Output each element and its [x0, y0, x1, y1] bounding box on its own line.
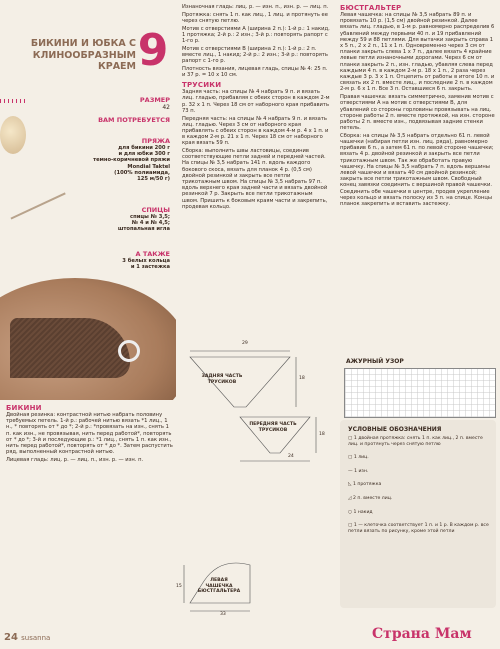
ruler-decoration: [0, 99, 28, 103]
title-line-1: БИКИНИ И ЮБКА С: [30, 38, 136, 49]
needles-line: штопальная игла: [117, 226, 170, 233]
white-ring: [118, 340, 140, 362]
bikini-paragraph: Лицевая гладь: лиц. р. — лиц. п., изн. р. — изн. п.: [6, 456, 144, 463]
assembly-text: Сборка: на спицы № 3,5 набрать отдельно 61 п. левой чашечки (набирая петли изн. лиц. ряда), равномерно прибавив 6 п., а затем 61 п. по левой стороне чашечки; вязать 4 р. двойной резинкой и закрыть все петли трикотажным швом. Так же обработать правую чашечку. На спицы № 3,5 набрать 7 п. вдоль вершины левой чашечки и вязать 40 см двойной резинкой; закрыть все петли трикотажным швом. Свободный конец завязки соединить с вершиной правой чашечки. Соединить обе чашечки в центре, продев укрепление через кольцо и вязать полоску из 3 п. на спице. Концы планок закрепить и вставить застежку.: [340, 132, 494, 208]
title-text: [8, 38, 136, 73]
page-number: 24: [4, 632, 18, 643]
dim-label: 33: [220, 612, 226, 617]
size-value: 42: [162, 104, 170, 111]
trusiki-paragraph: Задняя часть: на спицы № 4 набрать 9 п. и вязать лиц. гладью, прибавляя с обеих сторон в каждом 2-м р. 32 х 1 п. Через 18 см от наборного края прибавить 73 п.: [182, 89, 330, 114]
needles-line: спицы № 3,5;: [130, 214, 170, 220]
bikini-paragraph: Двойная резинка: контрастной нитью набрать половину требуемых петель. 1-й р.: рабочей нитью вязать *1 лиц., 1 н., * повторять от * до *; 2-й р.: *провязать на изн., снять 1 п. как изн., не провязывая, нить перед работой*, повторять от * до *; 3-й и последующие р.: *1 лиц., снять 1 п. как изн., нить перед работой*, повторять от * до *. Затем распустить ряд, выполненный контрастной нитью.: [6, 412, 173, 456]
page-footer: [4, 632, 50, 643]
back-part-label: ЗАДНЯЯ ЧАСТЬ ТРУСИКОВ: [201, 374, 243, 385]
bra-heading: БЮСТГАЛЬТЕР: [340, 4, 402, 12]
legend-text: 1 двойная протяжка: снять 1 п. как лиц., 2 п. вместе лиц. и протянуть через снятую петлю: [348, 436, 483, 447]
yarn-line: Mondial Taktel: [127, 163, 170, 170]
yarn-block: [56, 137, 170, 182]
legend-item: ▢ 1 лиц.: [348, 455, 369, 461]
legend-text: 1 лиц.: [353, 455, 369, 461]
legend-item: ○ 1 накид: [348, 509, 373, 515]
need-label: ВАМ ПОТРЕБУЕТСЯ: [98, 116, 170, 124]
yarn-line: темно-коричневой пряжи: [93, 157, 170, 164]
lace-pattern-grid: [344, 368, 496, 418]
legend-heading: УСЛОВНЫЕ ОБОЗНАЧЕНИЯ: [348, 426, 442, 433]
legend-item: ◺ 1 протяжка: [348, 482, 382, 488]
yarn-line: 125 м/50 г): [137, 176, 170, 183]
middle-paragraph: Мотив с отверстиями В (ширина 2 п.): 1-й р.: 2 п. вместе лиц., 1 накид; 2-й р.: 2 изн.; 3-й р.: повторять рапорт с 1-го р.: [182, 45, 328, 65]
middle-paragraph: Протяжка: снять 1 п. как лиц., 1 лиц. и протянуть ее через снятую петлю.: [182, 11, 328, 24]
needles-line: № 4 и № 4,5;: [131, 220, 170, 227]
legend-text: 1 — клеточка соответствует 1 п. и 1 р. В каждом р. все петли вязать по рисунку, кроме этой петли: [348, 523, 489, 534]
legend-list: [348, 436, 492, 536]
title-number: 9: [137, 25, 169, 76]
bikini-section: [6, 404, 174, 465]
yarn-line: для бикини 200 г: [118, 145, 170, 151]
knit-bikini: [10, 318, 130, 378]
dim-label: 18: [299, 376, 305, 381]
legend-item: ◿ 2 п. вместе лиц.: [348, 495, 393, 501]
title-block: [0, 0, 175, 95]
size-label: РАЗМЕР: [139, 96, 170, 104]
dim-label: 29: [242, 341, 248, 346]
legend-text: 1 накид: [353, 509, 373, 515]
legend-text: 1 протяжка: [353, 482, 382, 488]
watermark: Страна Мам: [372, 626, 472, 642]
dim-label: 18: [319, 432, 325, 437]
legend-item: — 1 изн.: [348, 468, 369, 474]
legend-text: 1 изн.: [354, 468, 369, 474]
also-line: 3 белых кольца: [122, 258, 170, 264]
needles-label: СПИЦЫ: [141, 206, 170, 214]
dim-label: 24: [288, 454, 294, 459]
title-line-2: КЛИНООБРАЗНЫМ: [32, 49, 136, 61]
front-part-label: ПЕРЕДНЯЯ ЧАСТЬ ТРУСИКОВ: [249, 422, 297, 433]
right-column: [340, 4, 496, 209]
yarn-line: (100% полиамида,: [114, 169, 170, 176]
legend-item: ▢ 1 — клеточка соответствует 1 п. и 1 р. В каждом р. все петли вязать по рисунку, кроме этой петли: [348, 523, 489, 534]
also-label: А ТАКЖЕ: [135, 250, 170, 258]
yarn-line: и для юбки 300 г: [118, 151, 170, 158]
yarn-ball-image: [0, 116, 26, 154]
trusiki-heading: ТРУСИКИ: [182, 81, 222, 90]
legend-item: ▢ 1 двойная протяжка: снять 1 п. как лиц., 2 п. вместе лиц. и протянуть через снятую петлю: [348, 436, 483, 447]
legend-text: 2 п. вместе лиц.: [353, 495, 393, 501]
trusiki-paragraph: Сборка: выполнить швы ластовицы, соединив соответствующие петли задней и передней частей. На спицы № 3,5 набрать 141 п. вдоль каждого бокового скоса, вязать для планок 4 р. (0,5 см) двойной резинкой и закрыть все петли трикотажным швом. На спицы № 3,5 набрать 97 п. вдоль верхнего края задней части и вязать двойной резинкой 7 р. Закрыть все петли трикотажным швом. Пришить к боковым краям части и закрепить, продевая кольцо.: [182, 148, 328, 210]
model-photo: [0, 278, 176, 400]
pattern-heading: АЖУРНЫЙ УЗОР: [346, 358, 404, 365]
trusiki-paragraph: Передняя часть: на спицы № 4 набрать 9 п. и вязать лиц. гладью. Через 3 см от наборного края прибавлять с обеих сторон в каждом 4-м р. 4 х 1 п. и в каждом 2-м р. 21 х 1 п. Через 18 см от наборного края вязать 59 п.: [182, 115, 329, 147]
brand-name: susanna: [21, 634, 51, 642]
needles-block: [56, 206, 170, 233]
middle-column: [182, 4, 330, 212]
left-cup-text: Левая чашечка: на спицы № 3,5 набрать 89 п. и провязать 10 р. (1,5 см) двойной резинкой. Далее вязать лиц. гладью, в 1-м р. равномерно распределив 6 убавлений между первыми 40 п. и 19 прибавлений между 59 и 88 петлями. Для вытачки закрыть справа 1 х 5 п., 2 х 2 п., 11 х 1 п. Одновременно через 3 см от планки закрыть слева 1 х 7 п., далее вязать 4 крайние левые петли изнаночными дорогами. Через 6 см от планки закрыть 2 п., изн. гладью, убавляя слева перед каждыми 4 п. в каждом 2-м р. 18 х 1 п., 2 раза через каждые 3 р. 3 х 1 п. Отцепить от работы в итоге 10 п. и связать их 2 п. вместе лиц., и последние 2 п. в каждом 2-м р. 6 х 1 п. Все 3 п. Оставшиеся 6 п. закрыть.: [340, 12, 495, 93]
cup-label: ЛЕВАЯ ЧАШЕЧКА БЮСТГАЛЬТЕРА: [197, 578, 241, 595]
bikini-heading: БИКИНИ: [6, 404, 42, 412]
title-line-3: КРАЕМ: [97, 61, 136, 72]
also-block: [56, 250, 170, 270]
middle-paragraph: Изнаночная гладь: лиц. р. — изн. п., изн. р. — лиц. п.: [182, 4, 329, 10]
also-line: и 1 застежка: [130, 264, 170, 271]
yarn-label: ПРЯЖА: [141, 137, 170, 145]
middle-paragraph: Плотность вязания, лицевая гладь, спицы № 4: 25 п. и 37 р. = 10 х 10 см.: [182, 65, 328, 79]
dim-label: 15: [176, 584, 182, 589]
right-cup-text: Правая чашечка: вязать симметрично, заменив мотив с отверстиями А на мотив с отверстиями В, для убавлений со стороны горловины провязывать на лиц. стороне работы 2 п. вместе протяжкой, на изн. стороне работы 2 п. вместе изн., подвязывая задние стенки петель.: [340, 94, 495, 132]
middle-paragraph: Мотив с отверстиями А (ширина 2 п.): 1-й р.: 1 накид, 1 протяжка; 2-й р.: 2 изн.; 3-й р.: повторять рапорт с 1-го р.: [182, 25, 330, 45]
